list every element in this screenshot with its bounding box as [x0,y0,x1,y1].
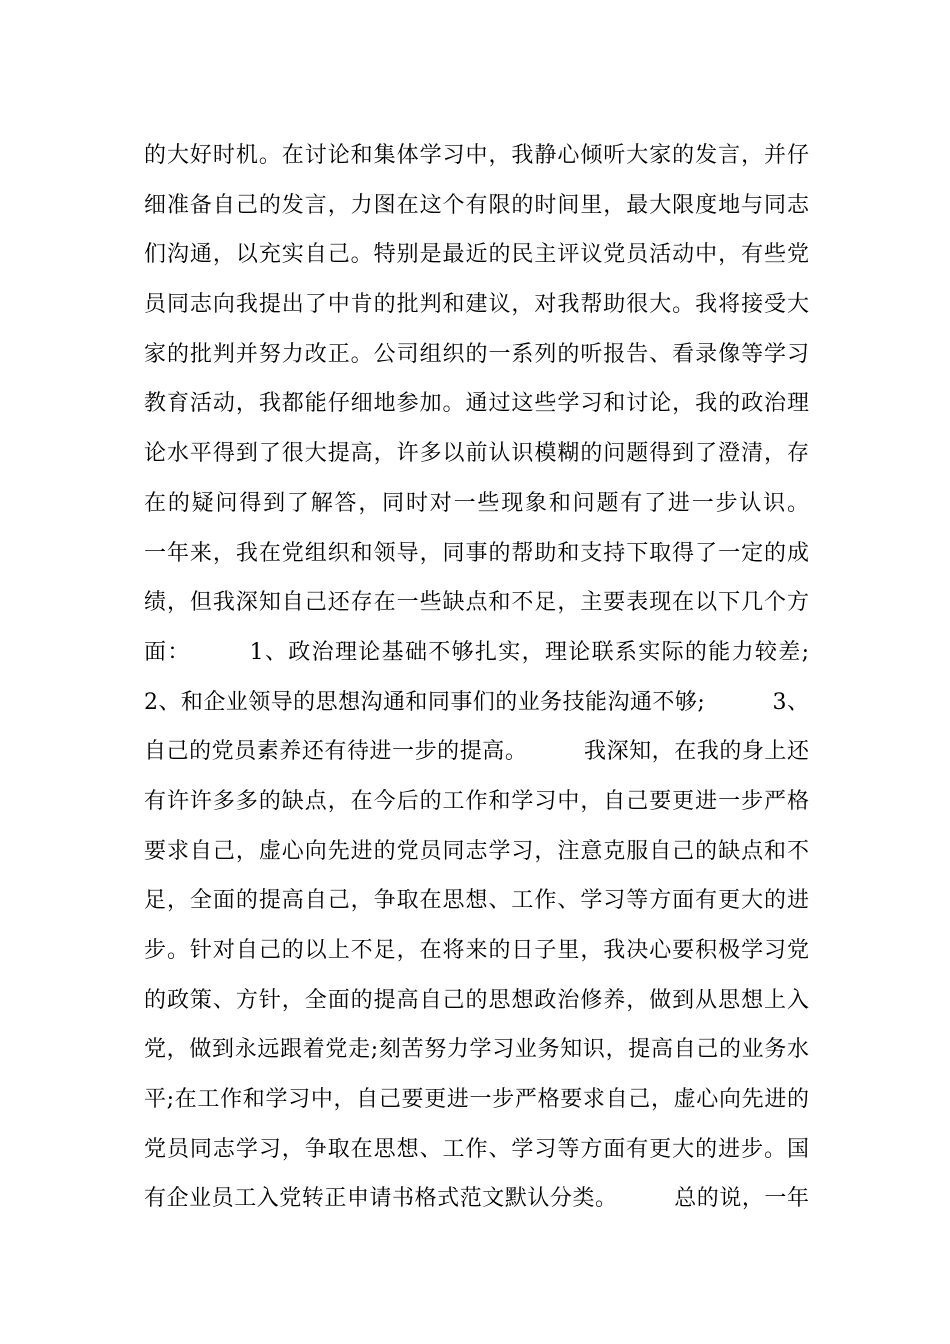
text-line: 家的批判并努力改正。公司组织的一系列的听报告、看录像等学习 [144,341,810,367]
text-line: 员同志向我提出了中肯的批判和建议，对我帮助很大。我将接受大 [144,292,810,318]
text-line: 有企业员工入党转正申请书格式范文默认分类。 总的说，一年 [144,1186,810,1212]
text-line: 要求自己，虚心向先进的党员同志学习，注意克服自己的缺点和不 [144,838,810,864]
text-line: 绩，但我深知自己还存在一些缺点和不足，主要表现在以下几个方 [144,590,810,616]
text-line: 平;在工作和学习中，自己要更进一步严格要求自己，虚心向先进的 [144,1087,810,1113]
text-line: 足，全面的提高自己，争取在思想、工作、学习等方面有更大的进 [144,888,810,914]
text-line: 自己的党员素养还有待进一步的提高。 我深知，在我的身上还 [144,739,810,765]
text-line: 一年来，我在党组织和领导，同事的帮助和支持下取得了一定的成 [144,540,810,566]
text-line: 党员同志学习，争取在思想、工作、学习等方面有更大的进步。国 [144,1136,810,1162]
text-line: 2、和企业领导的思想沟通和同事们的业务技能沟通不够; 3、 [144,689,810,715]
text-line: 细准备自己的发言，力图在这个有限的时间里，最大限度地与同志 [144,192,810,218]
body-text [144,131,809,1224]
text-line: 的政策、方针，全面的提高自己的思想政治修养，做到从思想上入 [144,987,810,1013]
text-line: 们沟通，以充实自己。特别是最近的民主评议党员活动中，有些党 [144,242,810,268]
text-line: 有许许多多的缺点，在今后的工作和学习中，自己要更进一步严格 [144,788,810,814]
text-line: 面： 1、政治理论基础不够扎实，理论联系实际的能力较差; [144,639,811,665]
text-line: 在的疑问得到了解答，同时对一些现象和问题有了进一步认识。 [144,490,811,516]
text-line: 步。针对自己的以上不足，在将来的日子里，我决心要积极学习党 [144,938,810,963]
text-line: 论水平得到了很大提高，许多以前认识模糊的问题得到了澄清，存 [144,441,810,467]
text-line: 教育活动，我都能仔细地参加。通过这些学习和讨论，我的政治理 [144,391,810,417]
text-line: 党，做到永远跟着党走;刻苦努力学习业务知识，提高自己的业务水 [144,1037,810,1063]
text-line: 的大好时机。在讨论和集体学习中，我静心倾听大家的发言，并仔 [144,143,810,168]
